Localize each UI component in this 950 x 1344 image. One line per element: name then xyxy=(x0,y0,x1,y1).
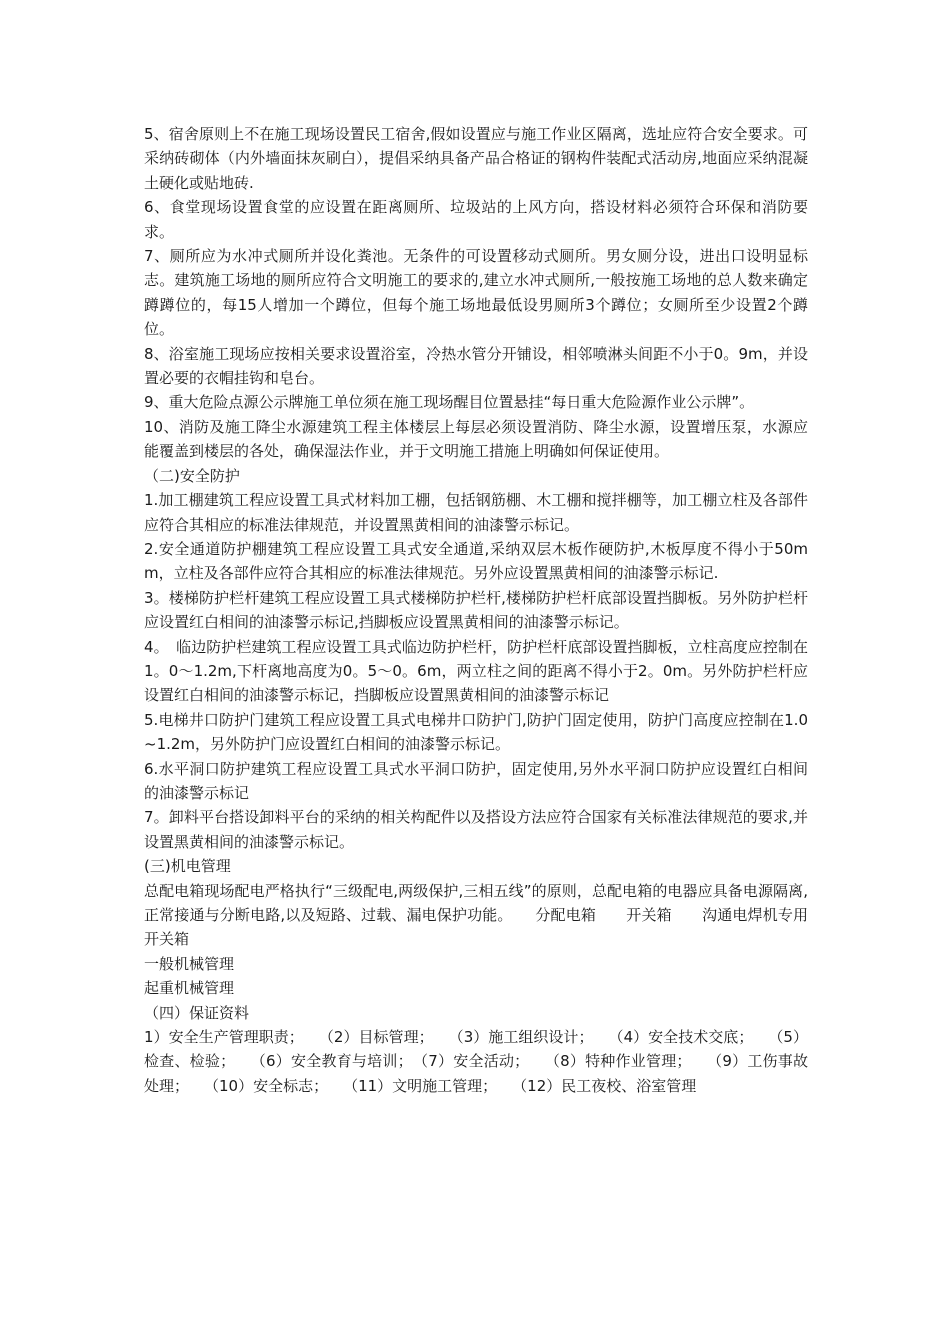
paragraph-distribution-box: 总配电箱现场配电严格执行“三级配电,两级保护,三相五线”的原则，总配电箱的电器应具备电源隔离,正常接通与分断电路,以及短路、过载、漏电保护功能。 分配电箱 开关箱 沟通电焊机专用开关箱 xyxy=(144,881,808,949)
paragraph-hazard-sign: 9、重大危险点源公示牌施工单位须在施工现场醒目位置悬挂“每日重大危险源作业公示牌”。 xyxy=(144,393,755,412)
heading-general-machinery: 一般机械管理 xyxy=(144,954,235,973)
paragraph-safety-passage: 2.安全通道防护棚建筑工程应设置工具式安全通道,采纳双层木板作硬防护,木板厚度不得小于50mm，立柱及各部件应符合其相应的标准法律规范。另外应设置黑黄相间的油漆警示标记. xyxy=(144,539,808,583)
paragraph-horizontal-opening: 6.水平洞口防护建筑工程应设置工具式水平洞口防护，固定使用,另外水平洞口防护应设置红白相间的油漆警示标记 xyxy=(144,759,808,802)
heading-lifting-machinery: 起重机械管理 xyxy=(144,979,235,998)
paragraph-edge-railing: 4。 临边防护栏建筑工程应设置工具式临边防护栏杆，防护栏杆底部设置挡脚板，立柱高度应控制在1。0～1.2m,下杆离地高度为0。5～0。6m，两立柱之间的距离不得小于2。0m。另外防护栏杆应设置红白相间的油漆警示标记，挡脚板应设置黑黄相间的油漆警示标记 xyxy=(144,637,808,705)
paragraph-bathroom: 8、浴室施工现场应按相关要求设置浴室，冷热水管分开铺设，相邻喷淋头间距不小于0。9m，并设置必要的衣帽挂钩和皂台。 xyxy=(144,344,808,388)
section-heading-safety-protection: （二)安全防护 xyxy=(144,466,240,485)
paragraph-elevator-door: 5.电梯井口防护门建筑工程应设置工具式电梯井口防护门,防护门固定使用，防护门高度应控制在1.0~1.2m，另外防护门应设置红白相间的油漆警示标记。 xyxy=(144,710,808,754)
paragraph-stair-railing: 3。楼梯防护栏杆建筑工程应设置工具式楼梯防护栏杆,楼梯防护栏杆底部设置挡脚板。另外防护栏杆应设置红白相间的油漆警示标记,挡脚板应设置黑黄相间的油漆警示标记。 xyxy=(144,588,808,632)
paragraph-dormitory: 5、宿舍原则上不在施工现场设置民工宿舍,假如设置应与施工作业区隔离，选址应符合安全要求。可采纳砖砌体（内外墙面抹灰刷白），提倡采纳具备产品合格证的钢构件装配式活动房,地面应采纳混凝土硬化或贴地砖. xyxy=(144,125,808,192)
document-page xyxy=(144,122,808,1098)
paragraph-processing-shed: 1.加工棚建筑工程应设置工具式材料加工棚，包括钢筋棚、木工棚和搅拌棚等，加工棚立柱及各部件应符合其相应的标准法律规范，并设置黑黄相间的油漆警示标记。 xyxy=(144,491,808,534)
paragraph-toilet: 7、厕所应为水冲式厕所并设化粪池。无条件的可设置移动式厕所。男女厕分设，进出口设明显标志。建筑施工场地的厕所应符合文明施工的要求的,建立水冲式厕所,一般按施工场地的总人数来确定蹲蹲位的，每15人增加一个蹲位，但每个施工场地最低设男厕所3个蹲位；女厕所至少设置2个蹲位。 xyxy=(144,247,808,339)
paragraph-unloading-platform: 7。卸料平台搭设卸料平台的采纳的相关构配件以及搭设方法应符合国家有关标准法律规范的要求,并设置黑黄相间的油漆警示标记。 xyxy=(144,808,808,851)
section-heading-guarantee-documents: （四）保证资料 xyxy=(144,1003,250,1022)
paragraph-fire-water: 10、消防及施工降尘水源建筑工程主体楼层上每层必须设置消防、降尘水源，设置增压泵，水源应能覆盖到楼层的各处，确保湿法作业，并于文明施工措施上明确如何保证使用。 xyxy=(144,417,808,461)
paragraph-canteen: 6、食堂现场设置食堂的应设置在距离厕所、垃圾站的上风方向，搭设材料必须符合环保和消防要求。 xyxy=(144,198,808,241)
section-heading-electromechanical: (三)机电管理 xyxy=(144,857,231,876)
paragraph-guarantee-list: 1）安全生产管理职责； （2）目标管理； （3）施工组织设计； （4）安全技术交底； （5）检查、检验； （6）安全教育与培训； （7）安全活动； （8）特种作业管理； （9）工伤事故处理； （10）安全标志； （11）文明施工管理； （12）民工夜校、浴室管理 xyxy=(144,1028,808,1095)
